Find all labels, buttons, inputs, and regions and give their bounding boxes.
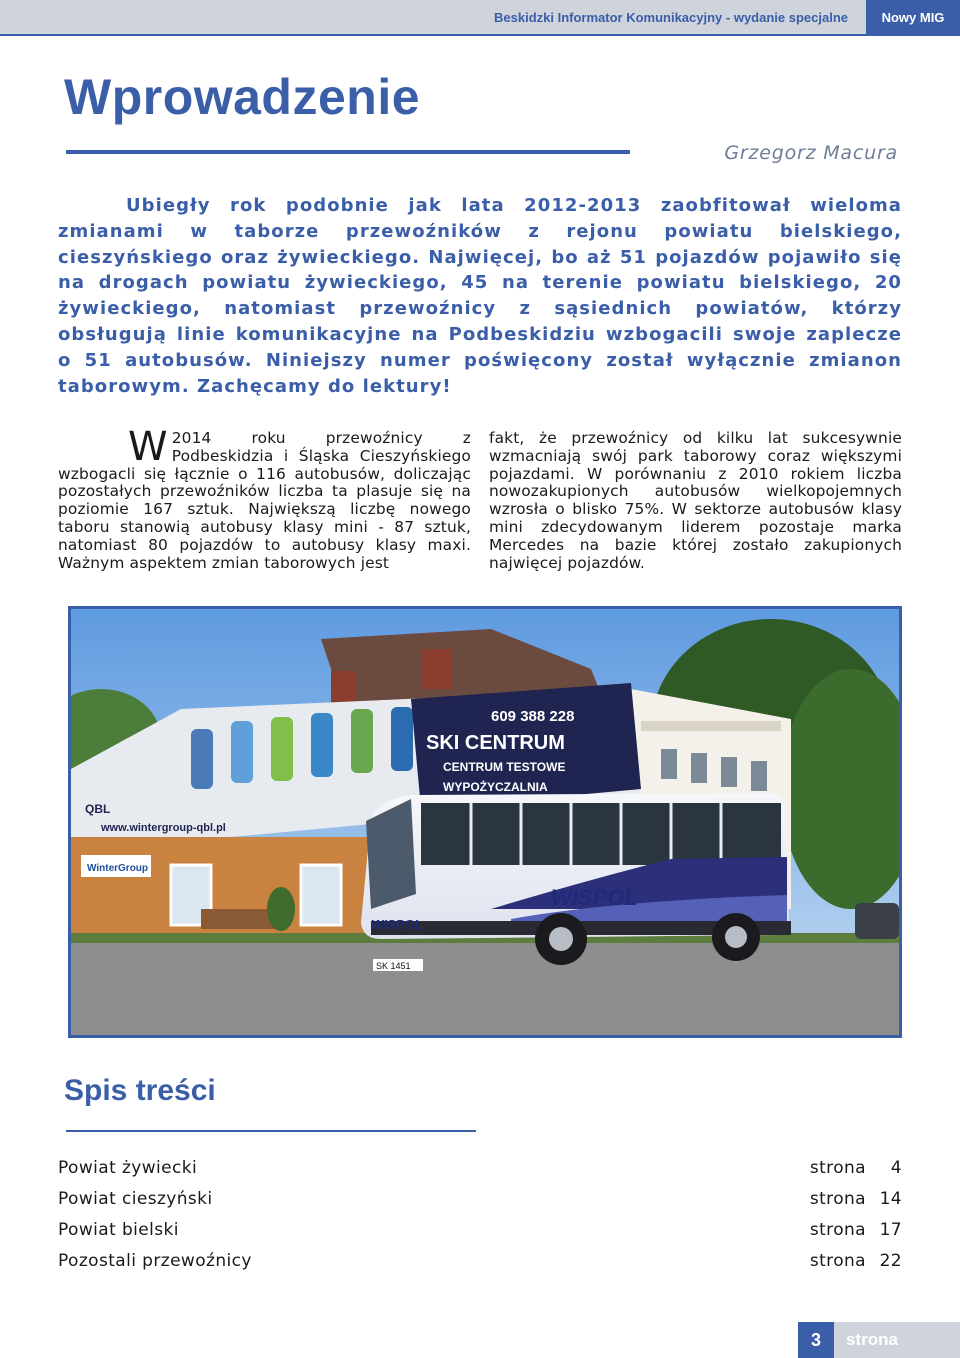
bus-photo-illustration [71,609,899,1035]
billboard-subtitle-2: WYPOŻYCZALNIA [443,780,548,794]
toc-page-number: 4 [890,1158,902,1178]
page-label: strona [846,1330,898,1349]
toc-page-number: 14 [879,1189,902,1209]
road [71,939,899,1035]
issue-badge: Nowy MIG [866,0,960,36]
toc-row[interactable] [58,1216,902,1247]
toc-page-word: strona [809,1158,866,1178]
article-author: Grzegorz Macura [724,142,898,164]
publication-title: Beskidzki Informator Komunikacyjny - wydanie specjalne [494,10,848,25]
toc-label: Powiat żywiecki [58,1158,198,1178]
billboard-subtitle: CENTRUM TESTOWE [443,760,566,774]
body-text-right: fakt, że przewoźnicy od kilku lat sukcesywnie wzmacniają swój park taborowy coraz większymi pojazdami. W porównaniu z 2010 rokiem liczba nowozakupionych autobusów wielkopojemnych wzrosła o blisko 75%. W sektorze autobusów klasy mini zdecydowanym liderem pozostaje marka Mercedes na bazie której zostało zakupionych najwięcej pojazdów. [489,429,902,572]
billboard-brand: QBL [85,802,111,816]
building-eave [641,721,781,731]
shop-sign-text: WinterGroup [87,863,149,874]
billboard-phone: 609 388 228 [491,708,575,725]
toc-label: Powiat cieszyński [58,1189,213,1209]
header-bar [0,0,960,36]
page-footer [798,1322,960,1358]
toc-divider [66,1130,476,1132]
drop-cap: W [128,424,168,470]
bus-logo: WISPOL [551,885,638,910]
parked-car [855,903,899,939]
article-title: Wprowadzenie [64,69,421,125]
toc-row[interactable] [58,1154,902,1185]
toc-title: Spis treści [64,1074,216,1107]
shop-window [301,865,341,925]
toc-label: Pozostali przewoźnicy [58,1251,252,1271]
toc-page-number: 22 [879,1251,902,1271]
toc-page-word: strona [809,1220,866,1240]
toc-page-number: 17 [879,1220,902,1240]
toc-label: Powiat bielski [58,1220,179,1240]
title-divider [66,150,630,154]
body-text-left: 2014 roku przewoźnicy z Podbeskidzia i Śląska Cieszyńskiego wzbogacli się łącznie o 116 autobusów, doliczając pozostałych przewoźników liczba ta plasuje się na poziomie 167 sztuk. Największą liczbę nowego taboru stanowią autobusy klasy mini - 87 sztuk, natomiast 80 pojazdów to autobusy klasy maxi. Ważnym aspektem zmian taborowych jest [58,429,471,572]
toc-page-word: strona [809,1251,866,1271]
article-lead: Ubiegły rok podobnie jak lata 2012-2013 zaobfitował wieloma zmianami w taborze przewoźników z rejonu powiatu bielskiego, cieszyńskiego oraz żywieckiego. Najwięcej, bo aż 51 pojazdów pojawiło się na drogach powiatu żywieckiego, 45 na terenie powiatu bielskiego, 20 żywieckiego, natomiast przewoźnicy z sąsiednich powiatów, którzy obsługują linie komunikacyjne na Podbeskidziu wzbogacili swoje zaplecze o 51 autobusów. Niniejszy numer poświęcony został wyłącznie zmianon taborowym. Zachęcamy do lektury! [58,195,902,397]
page-number: 3 [798,1322,834,1358]
toc-row[interactable] [58,1247,902,1278]
bus-photo [68,606,902,1038]
bus-logo-front: WISPOL [371,917,423,932]
toc-list [58,1154,902,1278]
billboard-title: SKI CENTRUM [426,732,565,754]
billboard-url: www.wintergroup-qbl.pl [101,822,226,834]
chimney [421,649,451,689]
bus-plate: SK 1451 [376,961,411,971]
toc-page-word: strona [809,1189,866,1209]
shrub [267,887,295,931]
toc-row[interactable] [58,1185,902,1216]
body-column-left [58,424,471,572]
body-column-right [489,430,902,572]
